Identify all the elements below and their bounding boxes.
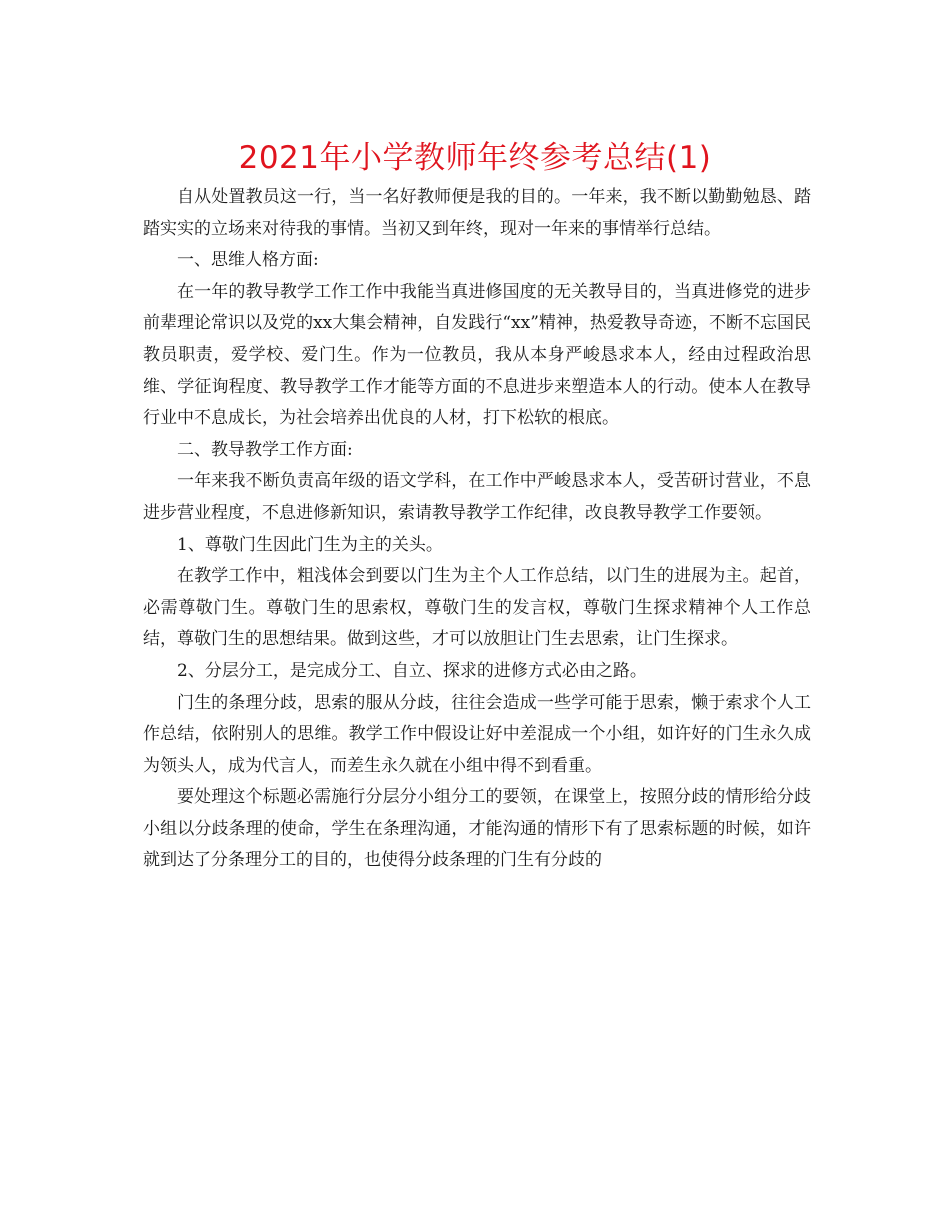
paragraph-teaching: 一年来我不断负责高年级的语文学科，在工作中严峻恳求本人，受苦研讨营业，不息进步营业程度，不息进修新知识，索请教导教学工作纪律，改良教导教学工作要领。 [143,471,811,523]
paragraph-respect-students: 在教学工作中，粗浅体会到要以门生为主个人工作总结，以门生的进展为主。起首，必需尊敬门生。尊敬门生的思索权，尊敬门生的发言权，尊敬门生探求精神个人工作总结，尊敬门生的思想结果。做到这些，才可以放胆让门生去思索，让门生探求。 [143,566,811,650]
subheading-layered-grouping: 2、分层分工，是完成分工、自立、探求的进修方式必由之路。 [177,660,647,681]
section-heading-teaching: 二、教导教学工作方面: [177,439,353,460]
document-body [143,182,811,877]
paragraph-layered-grouping: 门生的条理分歧，思索的服从分歧，往往会造成一些学可能于思索，懒于索求个人工作总结，依附别人的思维。教学工作中假设让好中差混成一个小组，如许好的门生永久成为领头人，成为代言人，而差生永久就在小组中得不到看重。 [143,692,811,776]
subheading-respect-students: 1、尊敬门生因此门生为主的关头。 [177,534,443,555]
document-title: 2021年小学教师年终参考总结(1) [238,140,712,176]
paragraph-ideology: 在一年的教导教学工作工作中我能当真进修国度的无关教导目的，当真进修党的进步前辈理论常识以及党的xx大集会精神，自发践行“xx”精神，热爱教导奇迹，不断不忘国民教员职责，爱学校、爱门生。作为一位教员，我从本身严峻恳求本人，经由过程政治思维、学征询程度、教导教学工作才能等方面的不息进步来塑造本人的行动。使本人在教导行业中不息成长，为社会培养出优良的人材，打下松软的根底。 [143,281,811,429]
section-heading-ideology: 一、思维人格方面: [177,250,319,271]
paragraph-solution: 要处理这个标题必需施行分层分小组分工的要领，在课堂上，按照分歧的情形给分歧小组以分歧条理的使命，学生在条理沟通，才能沟通的情形下有了思索标题的时候，如许就到达了分条理分工的目的，也使得分歧条理的门生有分歧的 [143,787,811,871]
paragraph-intro: 自从处置教员这一行，当一名好教师便是我的目的。一年来，我不断以勤勤勉恳、踏踏实实的立场来对待我的事情。当初又到年终，现对一年来的事情举行总结。 [143,187,811,239]
